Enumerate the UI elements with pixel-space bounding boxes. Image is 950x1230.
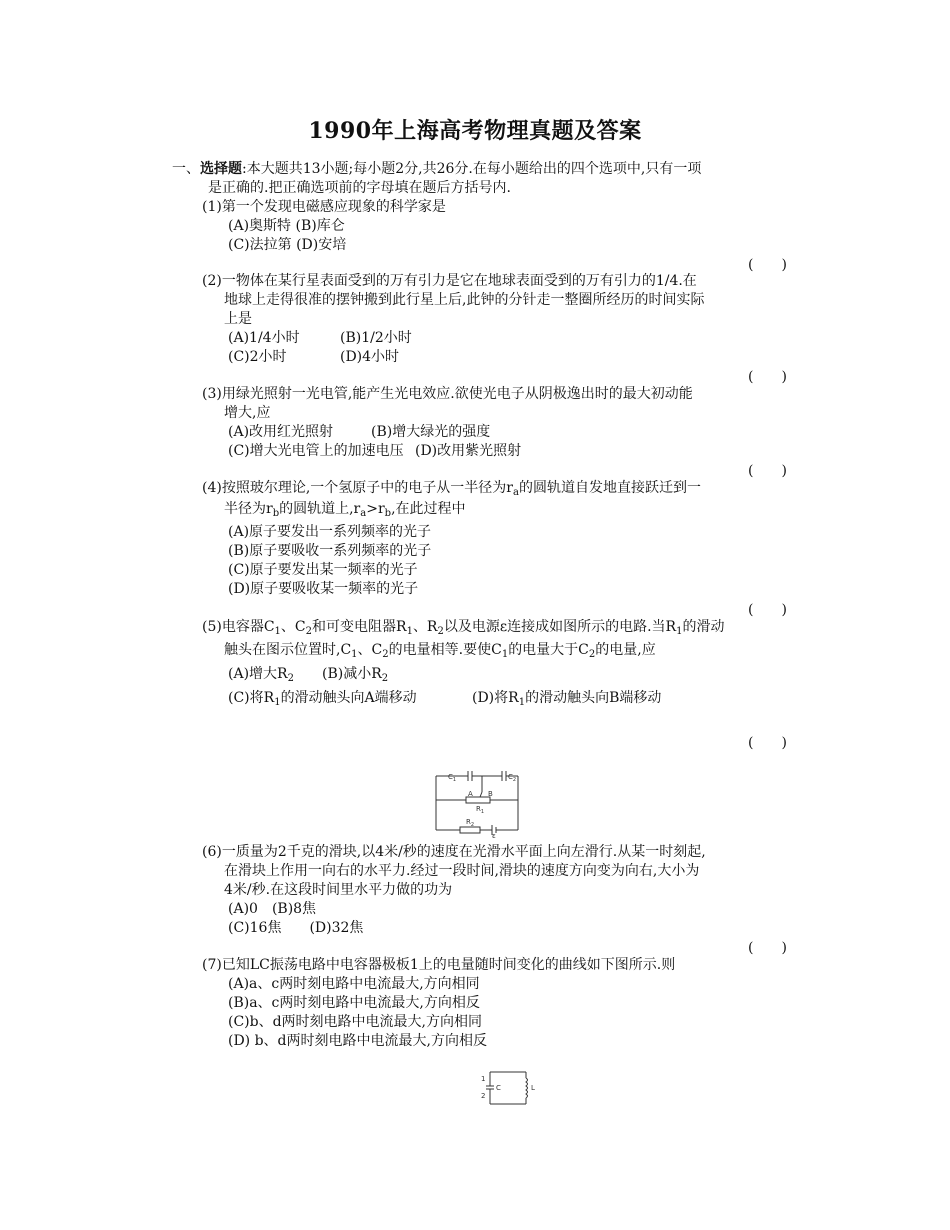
q6-stem-1: (6)一质量为2千克的滑块,以4米/秒的速度在光滑水平面上向左滑行.从某一时刻起, (202, 844, 706, 860)
q4-subscript: b (384, 508, 392, 519)
q7-option-d: (D) b、d两时刻电路中电流最大,方向相反 (228, 1033, 487, 1049)
q5-option-a (228, 665, 294, 683)
q3-option-c: (C)增大光电管上的加速电压 (228, 443, 404, 459)
q4-stem-2-text: 的圆轨道上,r (279, 501, 361, 517)
q6-stem-3: 4米/秒.在这段时间里水平力做的功为 (224, 882, 453, 898)
section-title: 选择题 (200, 161, 242, 177)
section-number: 一、 (172, 161, 200, 177)
q5-text: 的滑动 (682, 619, 725, 635)
q4-subscript: a (360, 508, 367, 519)
q7-option-c: (C)b、d两时刻电路中电流最大,方向相同 (228, 1014, 483, 1030)
q3-stem-1: (3)用绿光照射一光电管,能产生光电效应.欲使光电子从阴极逸出时的最大初动能 (202, 386, 693, 402)
q2-option-d: (D)4小时 (340, 349, 400, 365)
q5-text: 以及电源ε连接成如图所示的电路.当R (443, 619, 677, 635)
q5-text: 、C (357, 642, 383, 658)
q4-subscript: b (272, 508, 280, 519)
q4-option-c: (C)原子要发出某一频率的光子 (228, 562, 418, 578)
q5-option-b (322, 665, 388, 683)
q5-subscript: 2 (381, 673, 389, 684)
q3-answer-bracket: ( ) (748, 463, 787, 479)
q5-subscript: 1 (501, 649, 509, 660)
q5-subscript: 2 (287, 673, 294, 684)
q5-subscript: 2 (305, 626, 313, 637)
fig-label-inductor: L (531, 1084, 535, 1092)
q5-subscript: 1 (518, 697, 526, 708)
q5-option-d (472, 689, 661, 707)
q7-option-b: (B)a、c两时刻电路中电流最大,方向相反 (228, 995, 480, 1011)
q5-stem-1 (202, 618, 724, 636)
q2-stem-3: 上是 (224, 311, 252, 327)
fig-label-r1: $R_1$ (476, 805, 485, 815)
q5-option-d-text: 的滑动触头向B端移动 (525, 690, 662, 706)
fig-label-c1: $C_1$ (448, 773, 457, 783)
fig-label-capacitor: C (496, 1084, 501, 1092)
q4-subscript: a (512, 487, 519, 498)
q5-text: 的电量大于C (508, 642, 589, 658)
q2-option-b: (B)1/2小时 (340, 330, 412, 346)
section-heading (172, 160, 701, 178)
q5-subscript: 1 (676, 626, 683, 637)
q2-option-c: (C)2小时 (228, 349, 287, 365)
q3-option-d: (D)改用紫光照射 (415, 443, 522, 459)
fig-label-plate-1: 1 (481, 1075, 486, 1083)
q5-answer-bracket: ( ) (748, 735, 787, 751)
section-instruction-1: :本大题共13小题;每小题2分,共26分.在每小题给出的四个选项中,只有一项 (242, 161, 702, 177)
q5-option-b-text: (B)减小R (322, 666, 382, 682)
fig-label-r2: $R_2$ (466, 818, 475, 828)
q6-options-ab: (A)0 (B)8焦 (228, 901, 317, 917)
q5-subscript: 2 (382, 649, 389, 660)
q5-circuit-figure (430, 768, 525, 838)
q4-stem-1-text: 的圆轨道自发地直接跃迁到一 (518, 480, 701, 496)
q5-text: 、R (412, 619, 438, 635)
q3-option-b: (B)增大绿光的强度 (371, 424, 491, 440)
q6-answer-bracket: ( ) (748, 940, 787, 956)
q2-answer-bracket: ( ) (748, 369, 787, 385)
q2-stem-2: 地球上走得很准的摆钟搬到此行星上后,此钟的分针走一整圈所经历的时间实际 (224, 292, 705, 308)
q5-subscript: 1 (274, 626, 281, 637)
q4-stem-1-text: (4)按照玻尔理论,一个氢原子中的电子从一半径为r (202, 480, 513, 496)
q5-text: 触头在图示位置时,C (224, 642, 352, 658)
fig-label-a: A (468, 790, 473, 798)
q6-options-cd: (C)16焦 (D)32焦 (228, 920, 364, 936)
section-instruction-2: 是正确的.把正确选项前的字母填在题后方括号内. (208, 180, 511, 196)
q4-option-d: (D)原子要吸收某一频率的光子 (228, 581, 419, 597)
fig-label-emf: ε (492, 832, 496, 838)
q5-text: 的电量,应 (595, 642, 656, 658)
q5-subscript: 1 (351, 649, 358, 660)
fig-label-plate-2: 2 (481, 1092, 486, 1100)
q1-options-ab: (A)奥斯特 (B)库仑 (228, 218, 345, 234)
q5-text: 的电量相等.要使C (388, 642, 502, 658)
q5-subscript: 1 (274, 697, 281, 708)
fig-label-c2: $C_2$ (508, 773, 517, 783)
fig-label-b: B (488, 790, 493, 798)
q4-stem-2 (224, 500, 466, 518)
q5-option-a-text: (A)增大R (228, 666, 288, 682)
q4-stem-2-text: 半径为r (224, 501, 273, 517)
q5-stem-2 (224, 641, 656, 659)
q5-text: (5)电容器C (202, 619, 275, 635)
q5-text: 、C (280, 619, 306, 635)
page-title: 1990年上海高考物理真题及答案 (308, 118, 642, 144)
q4-option-b: (B)原子要吸收一系列频率的光子 (228, 543, 432, 559)
q5-subscript: 1 (406, 626, 413, 637)
q3-option-a: (A)改用红光照射 (228, 424, 334, 440)
q2-option-a: (A)1/4小时 (228, 330, 300, 346)
q7-stem: (7)已知LC振荡电路中电容器极板1上的电量随时间变化的曲线如下图所示.则 (202, 957, 676, 973)
q5-option-c (228, 689, 417, 707)
q4-stem-2-text: >r (366, 501, 385, 517)
q4-stem-2-text: ,在此过程中 (391, 501, 466, 517)
q5-text: 和可变电阻器R (312, 619, 407, 635)
q6-stem-2: 在滑块上作用一向右的水平力.经过一段时间,滑块的速度方向变为向右,大小为 (224, 863, 700, 879)
q5-subscript: 2 (588, 649, 596, 660)
q1-options-cd: (C)法拉第 (D)安培 (228, 237, 347, 253)
q5-option-d-text: (D)将R (472, 690, 519, 706)
q5-option-c-text: (C)将R (228, 690, 275, 706)
q3-stem-2: 增大,应 (224, 405, 271, 421)
q4-option-a: (A)原子要发出一系列频率的光子 (228, 524, 432, 540)
q7-lc-circuit-figure (478, 1066, 538, 1110)
q1-answer-bracket: ( ) (748, 257, 787, 273)
q7-option-a: (A)a、c两时刻电路中电流最大,方向相同 (228, 976, 480, 992)
q5-subscript: 2 (437, 626, 444, 637)
q1-stem: (1)第一个发现电磁感应现象的科学家是 (202, 199, 446, 215)
q4-stem-1 (202, 479, 701, 497)
q4-answer-bracket: ( ) (748, 602, 787, 618)
q2-stem-1: (2)一物体在某行星表面受到的万有引力是它在地球表面受到的万有引力的1/4.在 (202, 273, 697, 289)
q5-option-c-text: 的滑动触头向A端移动 (280, 690, 417, 706)
